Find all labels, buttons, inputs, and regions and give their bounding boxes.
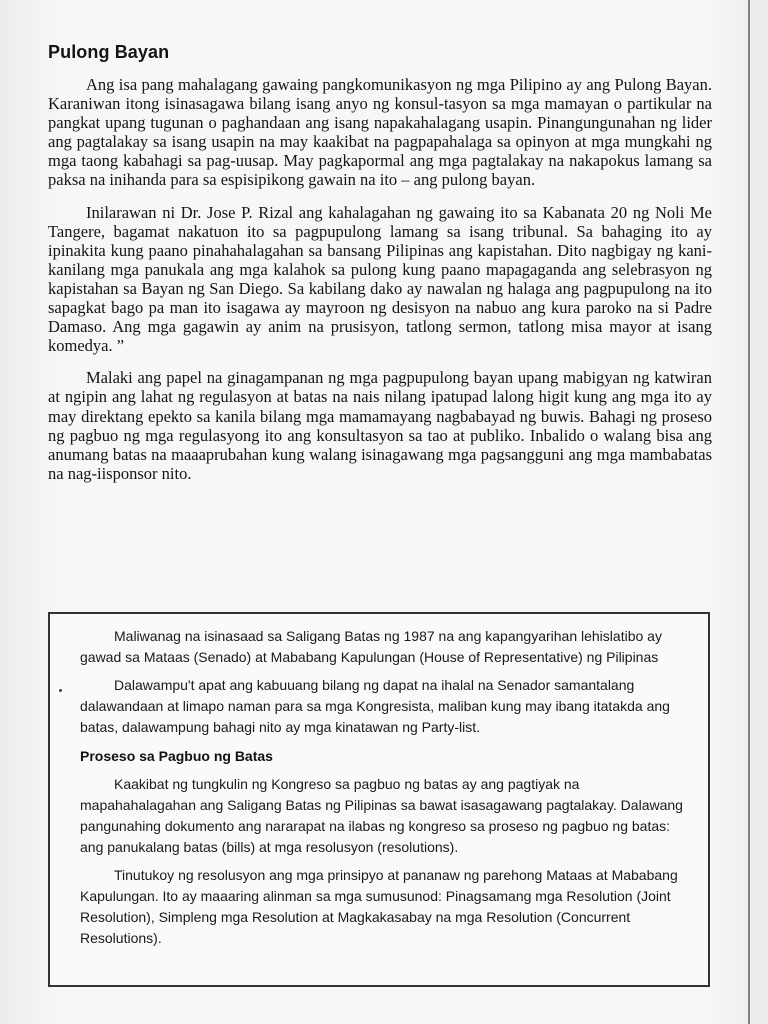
info-box bbox=[48, 612, 710, 987]
paragraph-papel-pagpupulong: Malaki ang papel na ginagampanan ng mga pagpupulong bayan upang mabigyan ng katwiran at ngipin ang lahat ng regulasyon at batas na nais nilang ipatupad lalong higit kung ang mga ito ay may direktang epekto sa kanila bilang mga mamamayang nagbabayad ng buwis. Bahagi ng proseso ng pagbuo ng mga regulasyong ito ang konsultasyon sa tao at publiko. Inbalido o walang bisa ang anumang batas na maaaprubahan kung walang isinagawang mga pagsangguni ang mga mambabatas na nag-iisponsor nito. bbox=[48, 368, 712, 483]
paragraph-pulong-bayan-intro: Ang isa pang mahalagang gawaing pangkomunikasyon ng mga Pilipino ay ang Pulong Bayan. Karaniwan itong isinasagawa bilang isang anyo ng konsul-tasyon sa mga mamayan o partikular na pangkat upang tugunan o paghandaan ang isang napakahalagang usapin. Pinangungunahan ng lider ang pagtalakay sa isang usapin na may kaakibat na pagpapahalaga sa opinyon at mga mungkahi ng mga taong kabahagi sa pag-uusap. May pagkapormal ang mga pagtalakay na nakapokus lamang sa paksa na inihanda para sa espisipikong gawain na ito – ang pulong bayan. bbox=[48, 75, 712, 190]
box-paragraph-bilang-senador: Dalawampu't apat ang kabuuang bilang ng dapat na ihalal na Senador samantalang dalawandaan at limapo naman para sa mga Kongresista, maliban kung may ibang itatakda ang batas, dalawampung bahagi nito ay mga kinatawan ng Party-list. bbox=[80, 677, 670, 735]
section-title: Pulong Bayan bbox=[48, 42, 170, 62]
box-paragraph-resolusyon: Tinutukoy ng resolusyon ang mga prinsipyo at pananaw ng parehong Mataas at Mababang Kapulungan. Ito ay maaaring alinman sa mga sumusunod: Pinagsamang mga Resolution (Joint Resolution), Simpleng mga Resolution at Magkakasabay na mga Resolution (Concurrent Resolutions). bbox=[80, 867, 678, 946]
print-speck bbox=[59, 689, 62, 692]
box-heading: Proseso sa Pagbuo ng Batas bbox=[80, 748, 273, 764]
box-paragraph-saligang-batas: Maliwanag na isinasaad sa Saligang Batas ng 1987 na ang kapangyarihan lehislatibo ay gawad sa Mataas (Senado) at Mababang Kapulungan (House of Representative) ng Pilipinas bbox=[80, 628, 662, 665]
box-paragraph-tungkulin-kongreso: Kaakibat ng tungkulin ng Kongreso sa pagbuo ng batas ay ang pagtiyak na mapahahalagahan ang Saligang Batas ng Pilipinas sa bawat isasagawang pagtalakay. Dalawang pangunahing dokumento ang nararapat na ilabas ng kongreso sa proseso ng pagbuo ng batas: ang panukalang batas (bills) at mga resolusyon (resolutions). bbox=[80, 776, 683, 855]
page-edge-shadow bbox=[748, 0, 750, 1024]
main-text-column bbox=[48, 42, 712, 496]
paragraph-rizal-noli: Inilarawan ni Dr. Jose P. Rizal ang kahalagahan ng gawaing ito sa Kabanata 20 ng Noli Me Tangere, bagamat nakatuon ito sa pagpupulong lamang sa isang tribunal. Sa bahaging ito ay ipinakita kung paano pinahahalagahan sa bansang Pilipinas ang kapistahan. Dito nagbigay ng kani-kanilang mga panukala ang mga kalahok sa pulong kung paano mapagaganda ang selebrasyon ng kapistahan sa Bayan ng San Diego. Sa kabilang dako ay nawalan ng halaga ang pagpupulong na ito sapagkat bago pa man ito isagawa ay mayroon ng desisyon na nabuo ang kura paroko na si Padre Damaso. Ang mga gagawin ay anim na prusisyon, tatlong sermon, tatlong misa mayor at isang komedya. ” bbox=[48, 202, 712, 356]
